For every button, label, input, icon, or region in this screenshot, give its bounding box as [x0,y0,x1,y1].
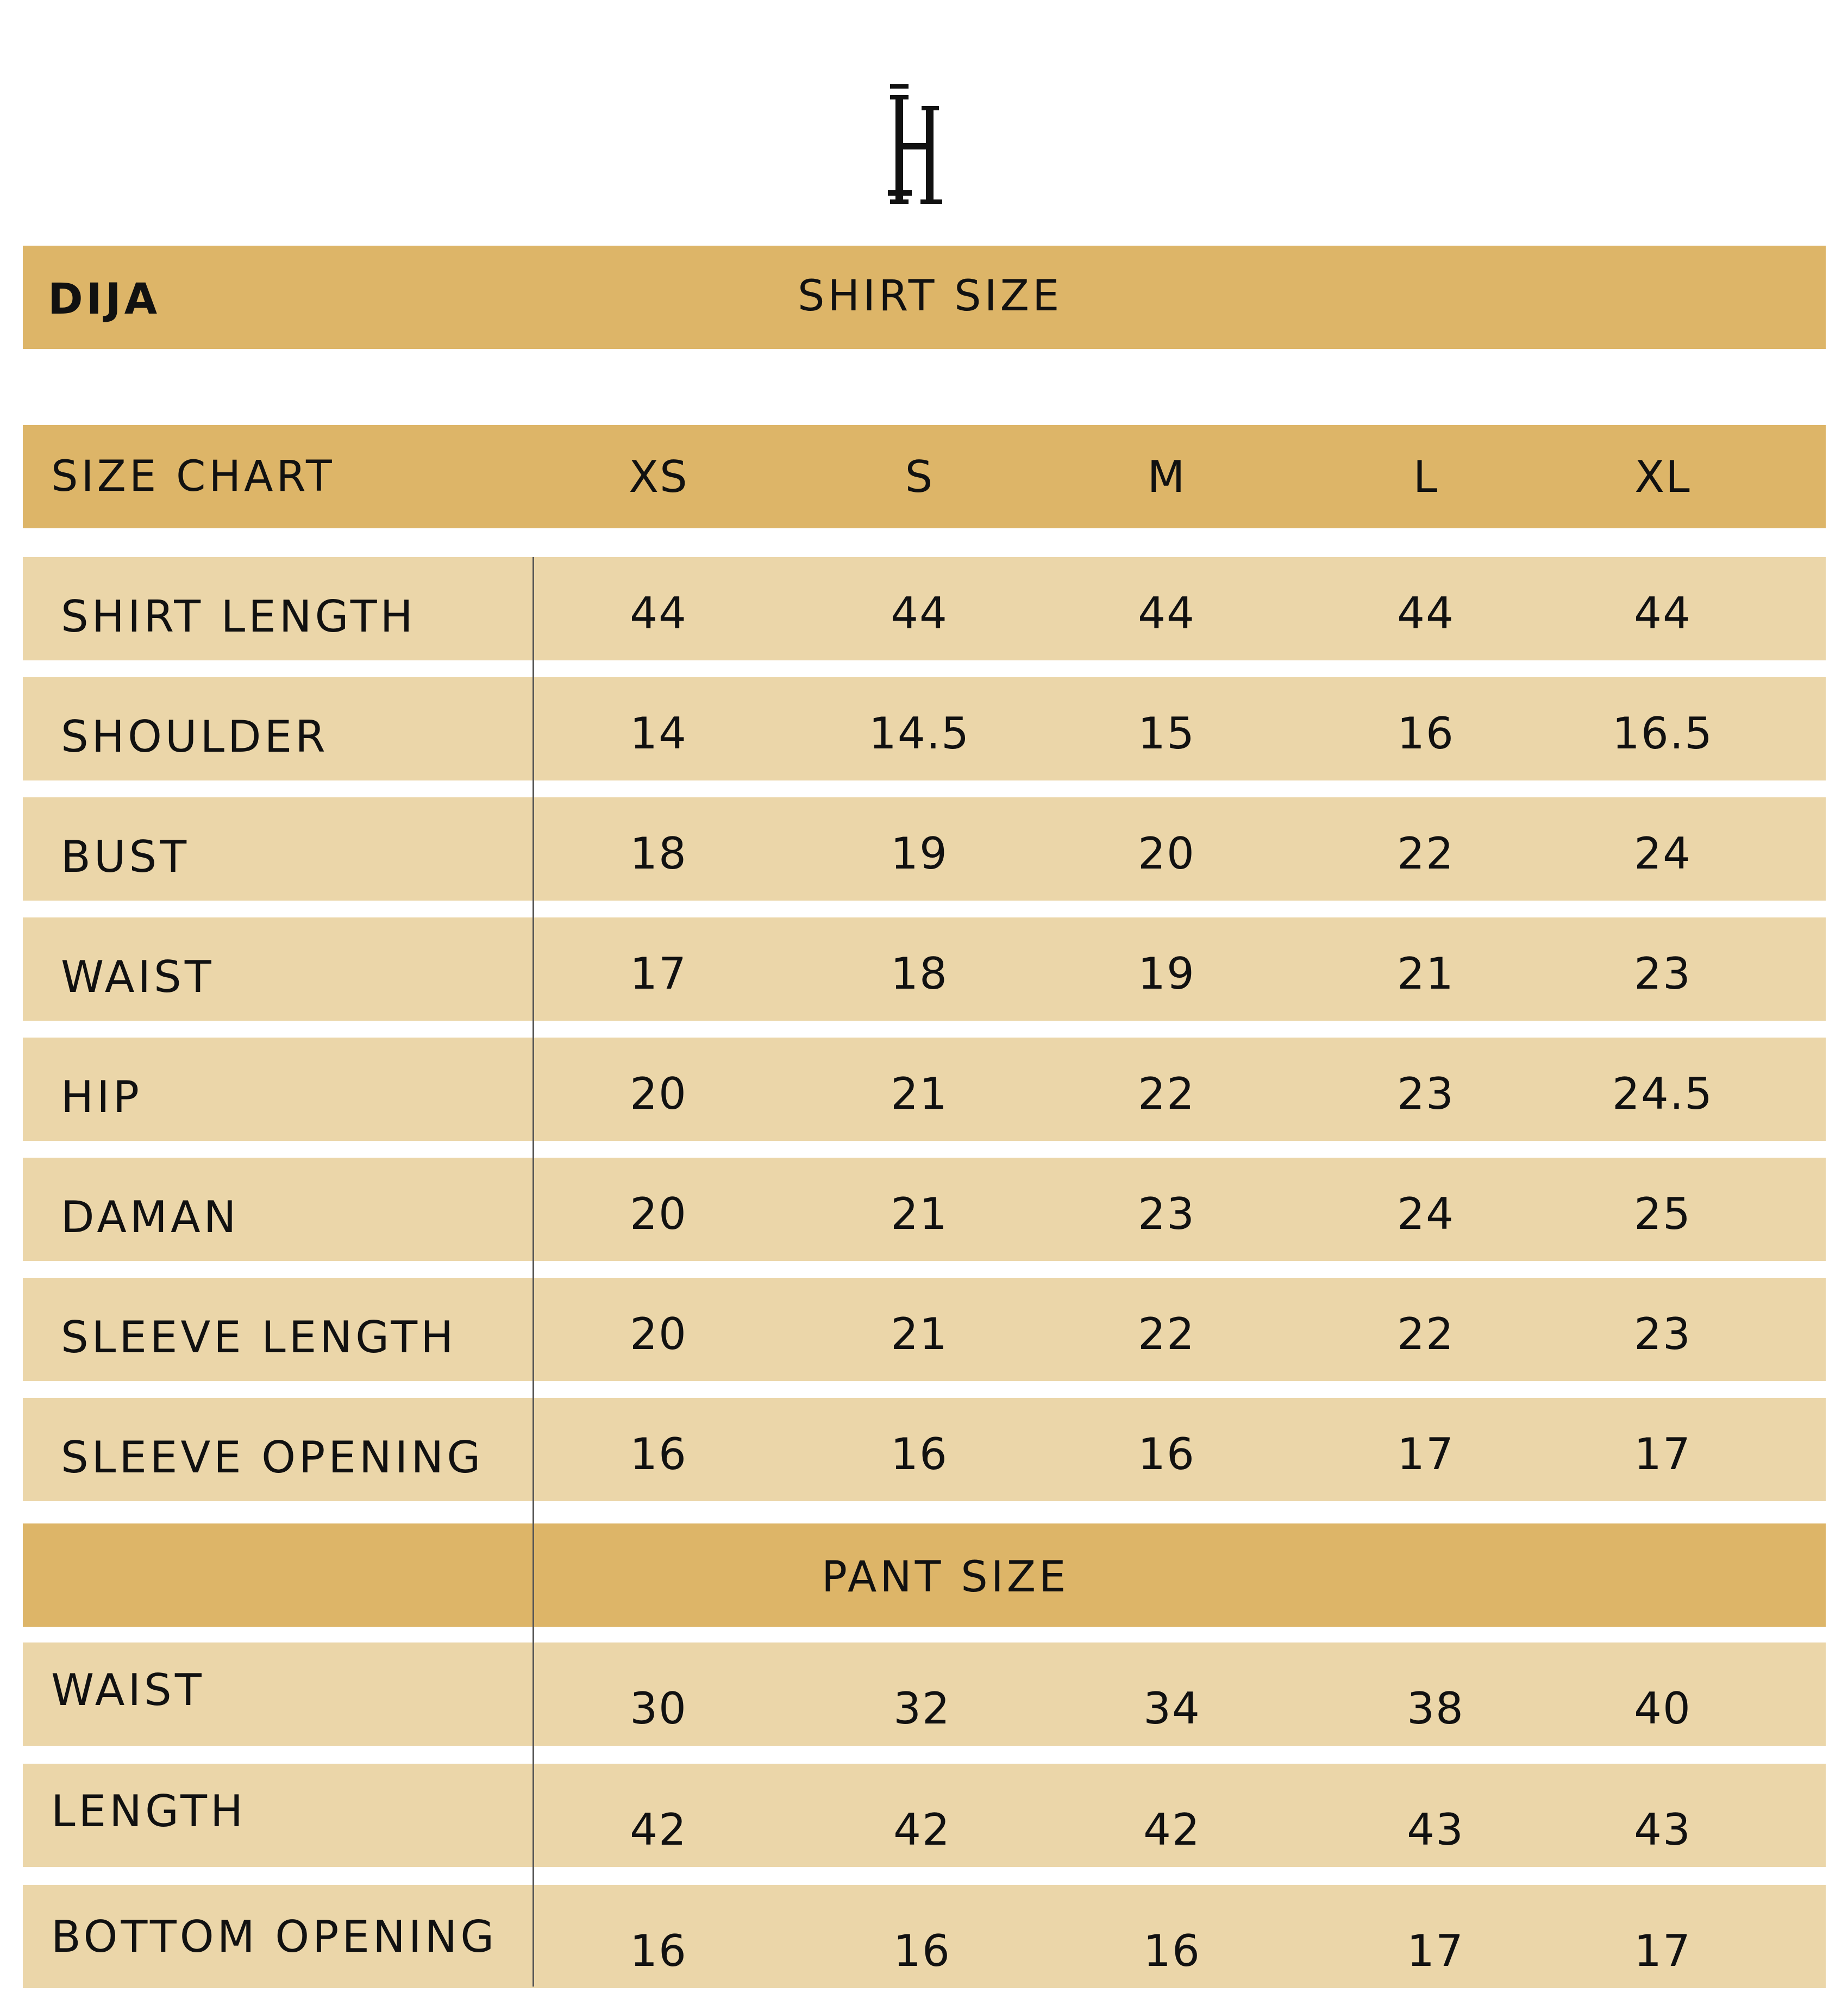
cell-value: 20 [630,1069,687,1119]
size-xl: XL [1634,452,1691,502]
cell-value: 22 [1138,1309,1195,1359]
row-label: WAIST [61,952,215,1002]
table-row [23,677,1826,780]
cell-value: 44 [630,588,687,639]
size-l: L [1413,452,1439,502]
size-s: S [905,452,934,502]
cell-value: 21 [891,1069,948,1119]
table-row [23,557,1826,660]
size-m: M [1147,452,1186,502]
size-xs: XS [629,452,688,502]
cell-value: 20 [630,1309,687,1359]
table-row [23,1398,1826,1501]
cell-value: 19 [1138,948,1195,999]
cell-value: 16 [1397,708,1455,759]
brand-monogram-icon [886,84,945,209]
brand-name: DIJA [48,275,161,324]
cell-value: 16 [1143,1926,1201,1976]
row-label: SLEEVE OPENING [61,1432,484,1483]
cell-value: 16 [891,1429,948,1479]
cell-value: 42 [630,1804,687,1855]
cell-value: 20 [1138,828,1195,879]
cell-value: 42 [1143,1804,1201,1855]
cell-value: 16 [893,1926,951,1976]
brand-header-band [23,246,1826,349]
cell-value: 17 [630,948,687,999]
cell-value: 24 [1397,1189,1455,1239]
cell-value: 44 [1634,588,1692,639]
cell-value: 22 [1397,1309,1455,1359]
table-row [23,797,1826,901]
table-row [23,1278,1826,1381]
cell-value: 32 [893,1683,951,1734]
row-label: HIP [61,1072,142,1122]
row-label: SLEEVE LENGTH [61,1312,457,1363]
cell-value: 25 [1634,1189,1692,1239]
cell-value: 16 [630,1429,687,1479]
cell-value: 43 [1634,1804,1692,1855]
cell-value: 38 [1407,1683,1464,1734]
row-label: SHOULDER [61,711,329,762]
cell-value: 24.5 [1612,1069,1714,1119]
cell-value: 21 [891,1309,948,1359]
cell-value: 40 [1634,1683,1692,1734]
cell-value: 23 [1138,1189,1195,1239]
cell-value: 22 [1397,828,1455,879]
size-chart-label: SIZE CHART [51,452,335,501]
cell-value: 19 [891,828,948,879]
cell-value: 34 [1143,1683,1201,1734]
cell-value: 24 [1634,828,1692,879]
cell-value: 22 [1138,1069,1195,1119]
row-label: WAIST [51,1665,205,1715]
cell-value: 17 [1634,1429,1692,1479]
cell-value: 23 [1634,948,1692,999]
cell-value: 18 [891,948,948,999]
cell-value: 23 [1397,1069,1455,1119]
pant-size-header-band [23,1523,1826,1627]
row-label: BOTTOM OPENING [51,1912,498,1962]
size-header-row [23,425,1826,528]
cell-value: 44 [1397,588,1455,639]
cell-value: 14 [630,708,687,759]
row-label: BUST [61,832,190,882]
column-divider [533,557,534,1987]
cell-value: 17 [1634,1926,1692,1976]
cell-value: 30 [630,1683,687,1734]
table-row [23,1038,1826,1141]
cell-value: 16 [1138,1429,1195,1479]
table-row [23,1642,1826,1746]
cell-value: 16 [630,1926,687,1976]
cell-value: 42 [893,1804,951,1855]
cell-value: 20 [630,1189,687,1239]
cell-value: 14.5 [868,708,970,759]
cell-value: 17 [1397,1429,1455,1479]
table-row [23,1764,1826,1867]
cell-value: 21 [891,1189,948,1239]
table-row [23,1158,1826,1261]
cell-value: 44 [1138,588,1195,639]
cell-value: 17 [1407,1926,1464,1976]
cell-value: 16.5 [1612,708,1714,759]
cell-value: 43 [1407,1804,1464,1855]
cell-value: 18 [630,828,687,879]
shirt-size-title: SHIRT SIZE [798,272,1063,321]
row-label: DAMAN [61,1192,240,1242]
row-label: LENGTH [51,1786,247,1837]
row-label: SHIRT LENGTH [61,591,416,642]
cell-value: 15 [1138,708,1195,759]
cell-value: 44 [891,588,948,639]
pant-size-title: PANT SIZE [822,1553,1069,1602]
cell-value: 21 [1397,948,1455,999]
cell-value: 23 [1634,1309,1692,1359]
table-row [23,917,1826,1021]
table-row [23,1885,1826,1988]
